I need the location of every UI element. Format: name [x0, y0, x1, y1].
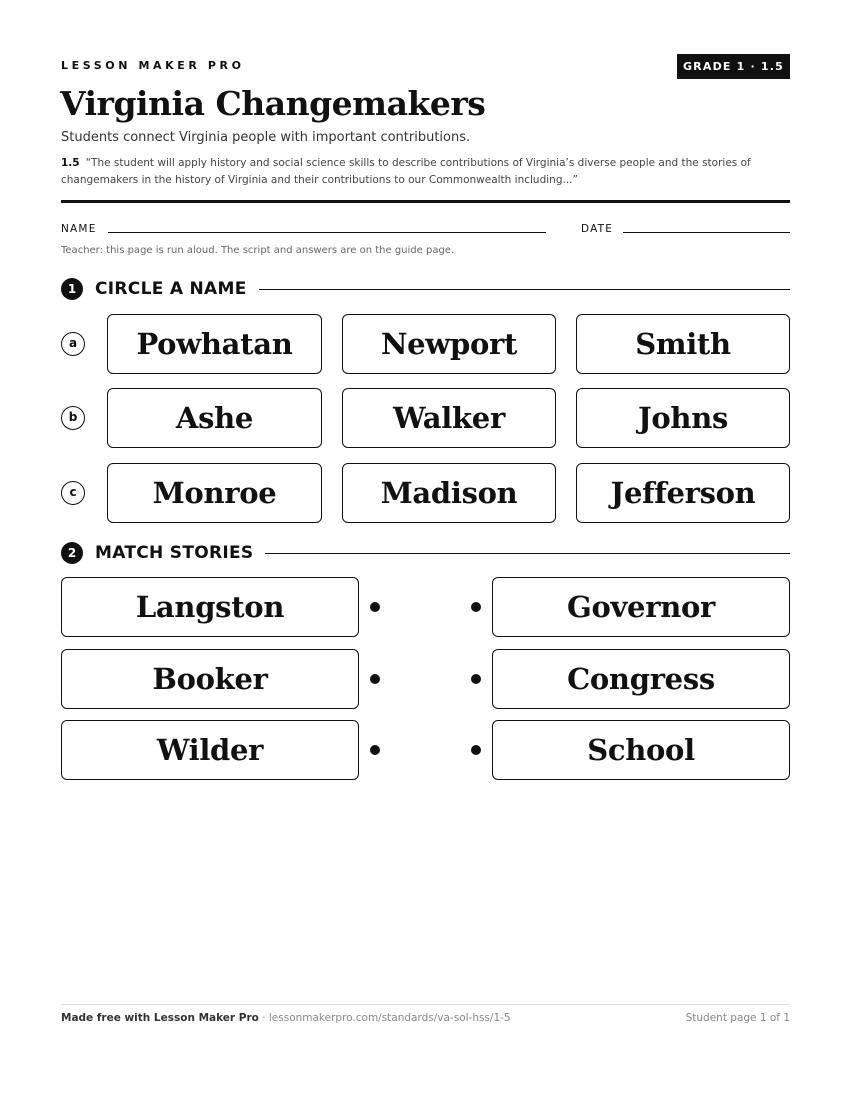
standard-text: “The student will apply history and social science skills to describe contributions of Virginia’s diverse people and the stories of changemakers in the history of Virginia and their contributions to our Commonwealth including...” — [61, 157, 751, 186]
teacher-note: Teacher: this page is run aloud. The script and answers are on the guide page. — [61, 245, 455, 256]
match-right-item[interactable]: School — [492, 720, 790, 780]
section-match-stories — [61, 542, 790, 564]
footer-url[interactable]: lessonmakerpro.com/standards/va-sol-hss/1-5 — [268, 1012, 511, 1024]
match-left-item[interactable]: Langston — [61, 577, 359, 637]
section-circle-a-name — [61, 278, 790, 300]
standard-statement — [61, 155, 781, 189]
name-option[interactable]: Ashe — [107, 388, 322, 448]
footer-separator: · — [258, 1012, 269, 1024]
match-left-dot[interactable] — [370, 745, 380, 755]
date-label: DATE — [581, 223, 614, 235]
footer-made-with: Made free with Lesson Maker Pro — [61, 1012, 259, 1024]
section-number: 2 — [61, 542, 83, 564]
section-title: MATCH STORIES — [95, 543, 254, 563]
name-option[interactable]: Monroe — [107, 463, 322, 523]
match-left-dot[interactable] — [370, 602, 380, 612]
footer-credit — [61, 1012, 511, 1024]
name-label: NAME — [61, 223, 97, 235]
match-right-dot[interactable] — [471, 674, 481, 684]
header-divider — [61, 200, 790, 203]
match-left-item[interactable]: Booker — [61, 649, 359, 709]
footer-divider — [61, 1004, 790, 1005]
section-title: CIRCLE A NAME — [95, 279, 247, 299]
row-letter-a: a — [61, 332, 85, 356]
name-option[interactable]: Powhatan — [107, 314, 322, 374]
footer-page-number: Student page 1 of 1 — [685, 1012, 790, 1024]
match-left-dot[interactable] — [370, 674, 380, 684]
row-letter-c: c — [61, 481, 85, 505]
name-option[interactable]: Johns — [576, 388, 790, 448]
name-option[interactable]: Jefferson — [576, 463, 790, 523]
name-option[interactable]: Smith — [576, 314, 790, 374]
match-left-item[interactable]: Wilder — [61, 720, 359, 780]
match-right-dot[interactable] — [471, 602, 481, 612]
brand-wordmark: LESSON MAKER PRO — [61, 59, 245, 72]
name-option[interactable]: Newport — [342, 314, 556, 374]
name-field[interactable] — [108, 232, 546, 233]
match-right-item[interactable]: Congress — [492, 649, 790, 709]
page-subtitle: Students connect Virginia people with important contributions. — [61, 130, 471, 145]
section-rule — [259, 289, 790, 290]
match-right-dot[interactable] — [471, 745, 481, 755]
page-title: Virginia Changemakers — [60, 84, 486, 123]
section-number: 1 — [61, 278, 83, 300]
section-rule — [265, 553, 790, 554]
standard-code: 1.5 — [61, 157, 80, 169]
match-right-item[interactable]: Governor — [492, 577, 790, 637]
row-letter-b: b — [61, 406, 85, 430]
name-option[interactable]: Walker — [342, 388, 556, 448]
grade-badge: GRADE 1 · 1.5 — [677, 54, 790, 79]
name-option[interactable]: Madison — [342, 463, 556, 523]
date-field[interactable] — [623, 232, 790, 233]
